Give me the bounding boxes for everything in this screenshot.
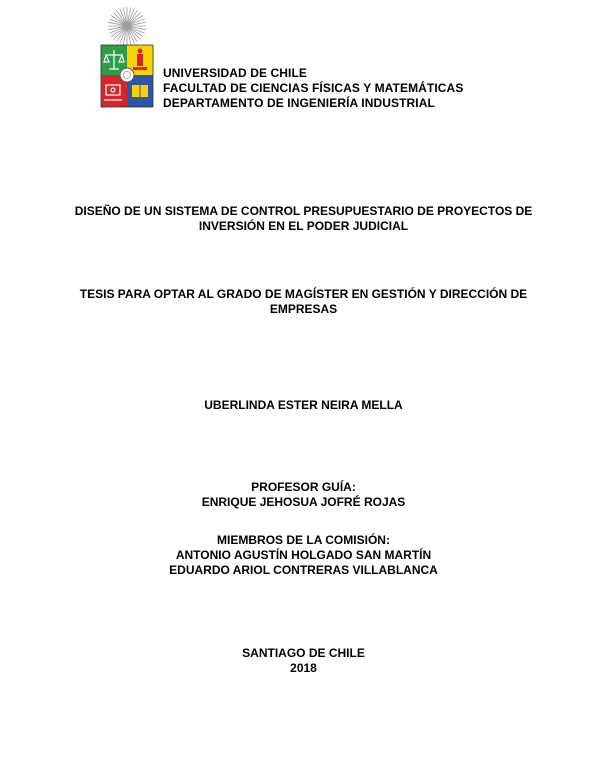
committee-member: EDUARDO ARIOL CONTRERAS VILLABLANCA <box>169 563 438 577</box>
advisor-section <box>0 480 607 510</box>
advisor-name: ENRIQUE JEHOSUA JOFRÉ ROJAS <box>201 495 406 509</box>
committee-label: MIEMBROS DE LA COMISIÓN: <box>217 533 390 547</box>
degree-statement <box>0 287 607 317</box>
thesis-title <box>0 204 607 234</box>
year: 2018 <box>290 661 317 675</box>
university-name: UNIVERSIDAD DE CHILE <box>163 66 308 80</box>
author-section <box>0 398 607 413</box>
author-name: UBERLINDA ESTER NEIRA MELLA <box>204 398 403 412</box>
committee-section <box>0 533 607 578</box>
advisor-label: PROFESOR GUÍA: <box>251 480 356 494</box>
city: SANTIAGO DE CHILE <box>242 646 365 660</box>
faculty-name: FACULTAD DE CIENCIAS FÍSICAS Y MATEMÁTICAS <box>163 81 464 95</box>
thesis-title-line-2: INVERSIÓN EN EL PODER JUDICIAL <box>198 219 409 233</box>
thesis-title-line-1: DISEÑO DE UN SISTEMA DE CONTROL PRESUPUESTARIO DE PROYECTOS DE <box>74 204 533 218</box>
university-coat-of-arms-icon <box>100 5 154 109</box>
degree-line-2: EMPRESAS <box>269 302 338 316</box>
committee-member: ANTONIO AGUSTÍN HOLGADO SAN MARTÍN <box>175 548 432 562</box>
department-name: DEPARTAMENTO DE INGENIERÍA INDUSTRIAL <box>163 96 435 110</box>
place-date-section <box>0 646 607 676</box>
institution-header <box>163 66 463 111</box>
degree-line-1: TESIS PARA OPTAR AL GRADO DE MAGÍSTER EN GESTIÓN Y DIRECCIÓN DE <box>79 287 528 301</box>
